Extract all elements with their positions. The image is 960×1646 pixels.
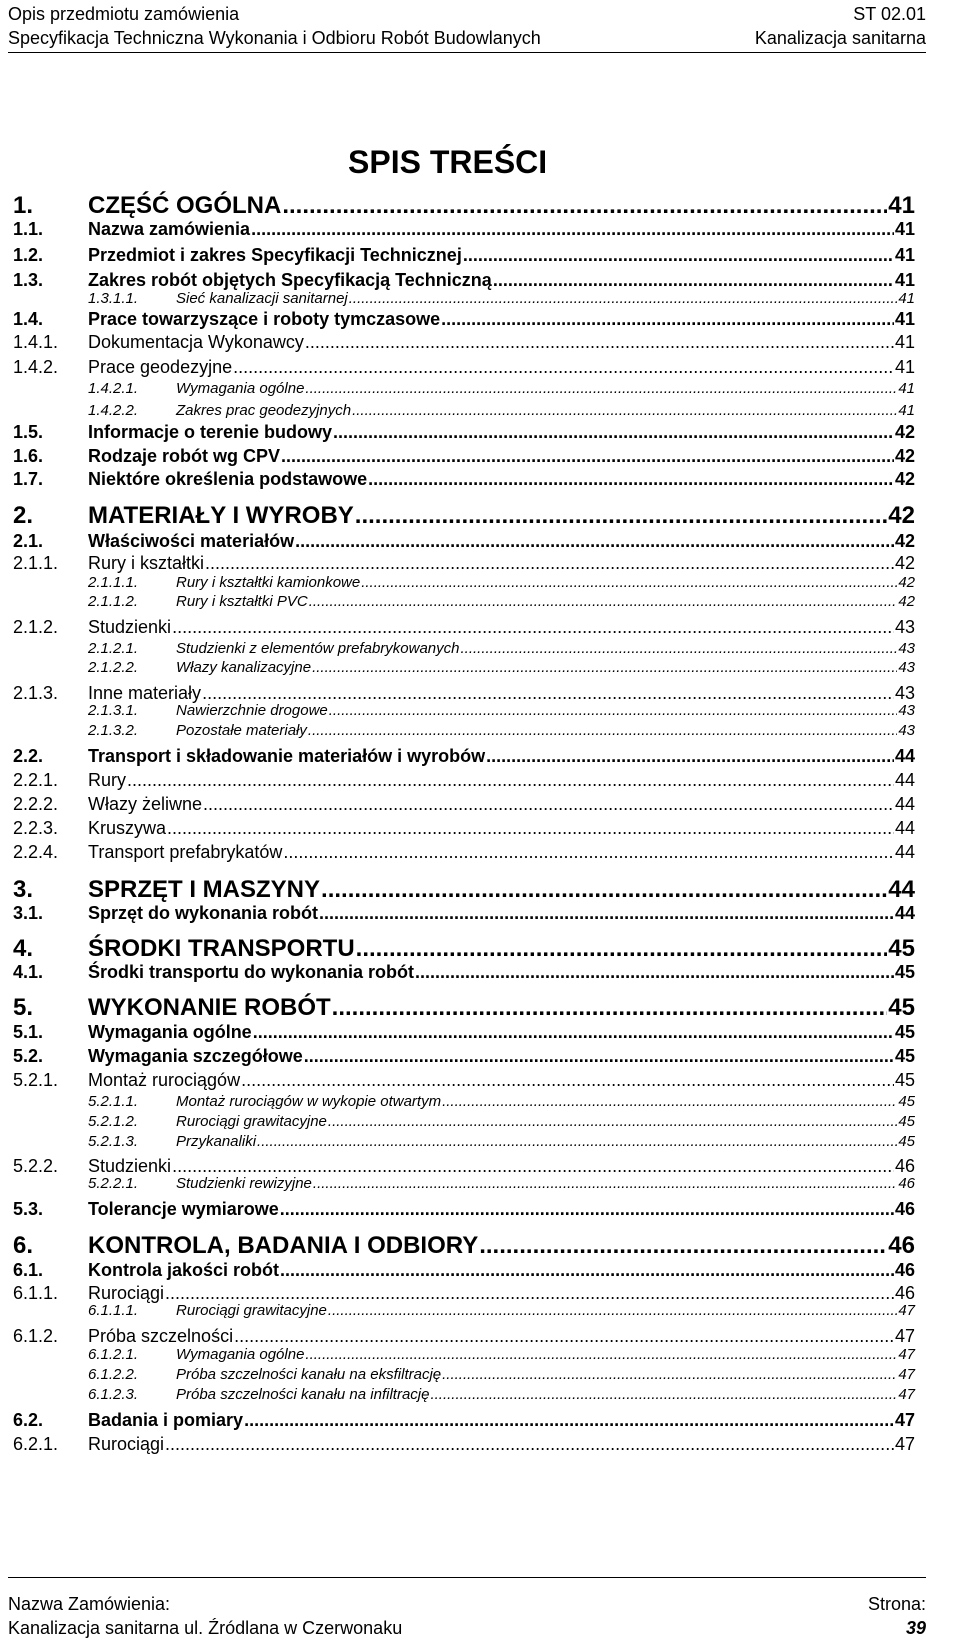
toc-entry-title: SPRZĘT I MASZYNY [88,876,321,903]
toc-entry[interactable] [13,722,915,739]
toc-entry-title: Prace towarzyszące i roboty tymczasowe [88,309,441,329]
toc-entry-number: 2.1.3.2. [88,722,139,739]
toc-entry-title: Dokumentacja Wykonawcy [88,332,304,352]
header-row-2 [8,26,926,50]
toc-entry-title: Niektóre określenia podstawowe [88,469,368,489]
toc-entry-title: Informacje o terenie budowy [88,422,333,442]
toc-dot-leader [202,683,894,704]
toc-dot-leader [312,659,897,676]
toc-dot-leader [368,469,894,490]
toc-entry-number: 1.3. [13,270,44,290]
toc-entry-page: 43 [898,702,915,719]
toc-entry[interactable] [13,1434,915,1455]
toc-entry[interactable] [13,935,915,963]
toc-entry-number: 6.1.2.1. [88,1346,139,1363]
toc-dot-leader [253,1022,894,1043]
toc-entry-title: Próba szczelności kanału na infiltrację [176,1386,430,1403]
toc-entry-number: 2.2.2. [13,794,59,814]
toc-entry[interactable] [13,1113,915,1130]
toc-dot-leader [313,1175,897,1192]
toc-entry-title: Badania i pomiary [88,1410,244,1430]
toc-entry[interactable] [13,1366,915,1383]
toc-entry-page: 41 [898,402,915,419]
toc-entry-number: 5.2.1.2. [88,1113,139,1130]
header-spec-title: Specyfikacja Techniczna Wykonania i Odbioru Robót Budowlanych [8,28,541,48]
toc-entry-title: Kontrola jakości robót [88,1260,280,1280]
toc-entry-page: 42 [894,531,915,551]
toc-dot-leader [305,1346,897,1363]
toc-entry[interactable] [13,1070,915,1091]
toc-entry-page: 42 [888,502,915,529]
toc-entry-number: 2.2.4. [13,842,59,862]
toc-dot-leader [257,1133,897,1150]
toc-entry[interactable] [13,1346,915,1363]
toc-entry-title: Rury [88,770,127,790]
toc-entry-page: 47 [898,1366,915,1383]
toc-entry-number: 2.1.2.1. [88,640,139,657]
page-footer [8,1577,926,1640]
toc-entry-number: 1.3.1.1. [88,290,139,307]
toc-entry-title: Transport prefabrykatów [88,842,283,862]
toc-dot-leader [352,402,897,419]
toc-entry-number: 5.2.1.1. [88,1093,139,1110]
toc-dot-leader [244,1410,894,1431]
toc-dot-leader [333,422,894,443]
toc-dot-leader [430,1386,897,1403]
toc-entry[interactable] [13,876,915,904]
toc-entry[interactable] [13,309,915,330]
toc-entry[interactable] [13,1260,915,1281]
toc-entry-title: Rurociągi [88,1434,165,1454]
toc-entry-page: 41 [894,309,915,329]
toc-entry-number: 1.2. [13,245,44,265]
toc-entry-number: 2. [13,502,34,529]
toc-entry-page: 43 [898,659,915,676]
toc-entry-page: 44 [894,746,915,766]
header-row-1 [8,2,926,26]
toc-entry-page: 46 [888,1232,915,1259]
toc-entry[interactable] [13,1093,915,1110]
toc-entry-number: 4. [13,935,34,962]
toc-dot-leader [281,446,894,467]
toc-entry-title: Montaż rurociągów w wykopie otwartym [176,1093,442,1110]
toc-entry-page: 41 [894,219,915,239]
toc-entry-page: 46 [898,1175,915,1192]
toc-entry-page: 45 [898,1093,915,1110]
toc-entry-number: 1.4.1. [13,332,59,352]
toc-entry-title: Próba szczelności [88,1326,234,1346]
toc-entry-page: 45 [894,1070,915,1090]
toc-entry[interactable] [13,422,915,443]
toc-dot-leader [442,1366,897,1383]
toc-entry-number: 2.1.1.2. [88,593,139,610]
toc-entry-number: 1.4.2. [13,357,59,377]
toc-entry-page: 47 [898,1386,915,1403]
toc-entry[interactable] [13,770,915,791]
toc-entry-title: Studzienki [88,1156,172,1176]
toc-entry-title: Kruszywa [88,818,167,838]
toc-dot-leader [493,270,894,291]
toc-entry[interactable] [13,683,915,704]
toc-entry[interactable] [13,794,915,815]
toc-entry[interactable] [13,994,915,1022]
toc-entry-page: 44 [888,876,915,903]
toc-entry-number: 4.1. [13,962,44,982]
toc-entry-title: Próba szczelności kanału na eksfiltrację [176,1366,442,1383]
toc-entry-page: 41 [894,270,915,290]
toc-entry-page: 45 [888,994,915,1021]
toc-dot-leader [415,962,894,983]
toc-entry-title: Przykanaliki [176,1133,257,1150]
toc-entry[interactable] [13,245,915,266]
toc-entry-title: Rodzaje robót wg CPV [88,446,281,466]
toc-entry-number: 1.7. [13,469,44,489]
toc-entry-number: 2.2.3. [13,818,59,838]
toc-entry-number: 2.1.1. [13,553,59,573]
toc-entry-title: Włazy żeliwne [88,794,203,814]
toc-entry-page: 45 [898,1133,915,1150]
toc-entry[interactable] [13,1199,915,1220]
toc-dot-leader [361,574,897,591]
toc-dot-leader [460,640,897,657]
toc-entry-number: 2.1.3. [13,683,59,703]
toc-entry-number: 3. [13,876,34,903]
toc-entry[interactable] [13,842,915,863]
toc-entry-page: 42 [898,593,915,610]
toc-entry[interactable] [13,1133,915,1150]
toc-entry-page: 46 [894,1283,915,1303]
toc-entry-title: KONTROLA, BADANIA I ODBIORY [88,1232,479,1259]
toc-entry-title: Rury i kształtki kamionkowe [176,574,361,591]
toc-dot-leader [463,245,894,266]
toc-entry-page: 41 [894,357,915,377]
toc-entry-number: 5.2.2.1. [88,1175,139,1192]
toc-entry[interactable] [13,574,915,591]
toc-dot-leader [308,722,897,739]
toc-dot-leader [205,553,894,574]
toc-entry[interactable] [13,1386,915,1403]
toc-entry[interactable] [13,1175,915,1192]
toc-entry-title: Sieć kanalizacji sanitarnej [176,290,348,307]
toc-entry-number: 5.1. [13,1022,44,1042]
toc-entry[interactable] [13,962,915,983]
toc-entry-page: 42 [898,574,915,591]
toc-entry[interactable] [13,1232,915,1260]
toc-entry-number: 1.5. [13,422,44,442]
footer-page-number: 39 [905,1618,926,1638]
toc-entry-number: 6.1.1.1. [88,1302,139,1319]
toc-entry-number: 1.4.2.2. [88,402,139,419]
toc-dot-leader [442,1093,897,1110]
toc-dot-leader [280,1260,894,1281]
toc-entry-title: WYKONANIE ROBÓT [88,994,331,1021]
header-document-type: Opis przedmiotu zamówienia [8,4,240,24]
toc-entry-title: Przedmiot i zakres Specyfikacji Technicznej [88,245,462,265]
toc-dot-leader [441,309,894,330]
toc-entry-page: 41 [894,332,915,352]
toc-entry[interactable] [13,446,915,467]
toc-entry-title: Transport i składowanie materiałów i wyrobów [88,746,486,766]
toc-dot-leader [321,876,887,904]
toc-entry-page: 44 [894,770,915,790]
toc-dot-leader [234,1326,894,1347]
toc-dot-leader [127,770,894,791]
toc-entry[interactable] [13,270,915,291]
toc-entry-title: Sprzęt do wykonania robót [88,903,319,923]
toc-dot-leader [233,357,894,378]
toc-entry[interactable] [13,659,915,676]
toc-entry-title: Studzienki z elementów prefabrykowanych [176,640,460,657]
toc-entry[interactable] [13,219,915,240]
toc-dot-leader [280,1199,894,1220]
toc-entry-title: Wymagania ogólne [176,380,305,397]
toc-entry-page: 47 [894,1326,915,1346]
toc-entry-title: ŚRODKI TRANSPORTU [88,935,355,962]
toc-entry-page: 45 [898,1113,915,1130]
toc-entry-number: 2.2.1. [13,770,59,790]
toc-entry-page: 47 [898,1346,915,1363]
toc-entry-title: Środki transportu do wykonania robót [88,962,415,982]
toc-entry-title: Prace geodezyjne [88,357,233,377]
toc-entry-title: Rurociągi grawitacyjne [176,1302,327,1319]
toc-entry-title: Studzienki rewizyjne [176,1175,312,1192]
toc-dot-leader [203,794,894,815]
toc-dot-leader [328,1302,897,1319]
toc-entry-page: 45 [888,935,915,962]
toc-entry[interactable] [13,531,915,552]
toc-entry-page: 44 [894,794,915,814]
toc-dot-leader [355,502,888,530]
toc-entry-number: 5.2.1. [13,1070,59,1090]
footer-row-1 [8,1592,926,1616]
toc-entry-page: 42 [894,446,915,466]
toc-entry[interactable] [13,640,915,657]
toc-entry-number: 6.1.1. [13,1283,59,1303]
toc-entry-number: 2.1.2. [13,617,59,637]
toc-entry-title: MATERIAŁY I WYROBY [88,502,354,529]
toc-entry-title: Wymagania ogólne [88,1022,252,1042]
toc-entry-number: 2.1.3.1. [88,702,139,719]
toc-dot-leader [305,380,897,397]
toc-entry[interactable] [13,617,915,638]
toc-entry-page: 47 [894,1410,915,1430]
toc-entry[interactable] [13,290,915,307]
toc-entry-number: 1.4.2.1. [88,380,139,397]
toc-entry-title: Rury i kształtki [88,553,205,573]
toc-entry-page: 43 [898,722,915,739]
toc-entry-number: 6. [13,1232,34,1259]
toc-entry-number: 5.2. [13,1046,44,1066]
toc-dot-leader [165,1283,894,1304]
toc-entry-number: 6.1.2. [13,1326,59,1346]
toc-entry[interactable] [13,1410,915,1431]
toc-entry-number: 1.4. [13,309,44,329]
toc-entry[interactable] [13,593,915,610]
toc-entry[interactable] [13,818,915,839]
toc-dot-leader [329,702,898,719]
toc-entry-page: 41 [898,380,915,397]
toc-entry-page: 47 [898,1302,915,1319]
toc-entry-page: 45 [894,1022,915,1042]
toc-entry-page: 47 [894,1434,915,1454]
toc-entry-page: 44 [894,903,915,923]
toc-entry-page: 42 [894,553,915,573]
toc-entry-title: Rurociągi grawitacyjne [176,1113,327,1130]
toc-dot-leader [167,818,894,839]
toc-dot-leader [328,1113,897,1130]
toc-entry-title: Tolerancje wymiarowe [88,1199,279,1219]
toc-entry-number: 2.1.1.1. [88,574,139,591]
toc-dot-leader [305,332,894,353]
toc-entry-title: Rurociągi [88,1283,165,1303]
toc-entry[interactable] [13,1283,915,1304]
toc-entry-page: 41 [894,245,915,265]
toc-dot-leader [251,219,894,240]
footer-order-name: Kanalizacja sanitarna ul. Źródlana w Czerwonaku [8,1618,403,1638]
toc-entry-number: 6.2.1. [13,1434,59,1454]
toc-entry-page: 44 [894,818,915,838]
toc-dot-leader [241,1070,894,1091]
toc-entry-number: 3.1. [13,903,44,923]
toc-dot-leader [304,1046,894,1067]
toc-entry-page: 45 [894,1046,915,1066]
header-divider [8,52,926,53]
toc-entry-number: 6.1.2.3. [88,1386,139,1403]
toc-dot-leader [283,842,894,863]
toc-entry-page: 42 [894,422,915,442]
toc-entry-page: 41 [888,192,915,219]
toc-entry-title: Zakres robót objętych Specyfikacją Techniczną [88,270,492,290]
toc-entry[interactable] [13,357,915,378]
toc-dot-leader [172,617,894,638]
toc-entry[interactable] [13,702,915,719]
toc-entry-title: Pozostałe materiały [176,722,307,739]
toc-entry-page: 43 [894,617,915,637]
toc-entry-number: 5.2.2. [13,1156,59,1176]
toc-entry[interactable] [13,502,915,530]
toc-entry[interactable] [13,332,915,353]
toc-entry-page: 44 [894,842,915,862]
footer-order-label: Nazwa Zamówienia: [8,1594,171,1614]
toc-entry-title: Studzienki [88,617,172,637]
toc-entry[interactable] [13,553,915,574]
toc-entry-number: 2.1. [13,531,44,551]
toc-dot-leader [295,531,894,552]
header-section-name: Kanalizacja sanitarna [754,28,926,48]
toc-entry-title: CZĘŚĆ OGÓLNA [88,192,282,219]
toc-entry-page: 45 [894,962,915,982]
toc-entry[interactable] [13,1046,915,1067]
toc-entry[interactable] [13,1326,915,1347]
toc-dot-leader [165,1434,894,1455]
toc-entry-page: 42 [894,469,915,489]
toc-dot-leader [479,1232,887,1260]
toc-entry-number: 2.1.2.2. [88,659,139,676]
footer-row-2 [8,1616,926,1640]
toc-entry-title: Rury i kształtki PVC [176,593,308,610]
toc-entry-page: 41 [898,290,915,307]
toc-dot-leader [309,593,898,610]
toc-entry[interactable] [13,903,915,924]
toc-entry-title: Montaż rurociągów [88,1070,241,1090]
toc-entry-number: 5. [13,994,34,1021]
toc-entry[interactable] [13,380,915,397]
toc-dot-leader [282,192,887,220]
toc-dot-leader [349,290,898,307]
footer-divider [8,1577,926,1578]
toc-entry-number: 1.6. [13,446,44,466]
toc-entry-title: Włazy kanalizacyjne [176,659,312,676]
toc-dot-leader [172,1156,894,1177]
toc-entry-number: 1.1. [13,219,44,239]
toc-entry-title: Inne materiały [88,683,202,703]
toc-entry[interactable] [13,1156,915,1177]
toc-entry-title: Właściwości materiałów [88,531,295,551]
toc-entry-number: 6.2. [13,1410,44,1430]
toc-entry-title: Wymagania szczegółowe [88,1046,303,1066]
toc-entry[interactable] [13,1302,915,1319]
page-title: SPIS TREŚCI [348,144,548,180]
toc-entry-page: 46 [894,1199,915,1219]
toc-entry-number: 6.1.2.2. [88,1366,139,1383]
toc-entry-page: 46 [894,1156,915,1176]
toc-entry[interactable] [13,746,915,767]
page-header [8,2,926,54]
footer-page-label: Strona: [867,1594,926,1614]
toc-entry-number: 6.1. [13,1260,44,1280]
toc-entry[interactable] [13,402,915,419]
toc-entry-title: Nawierzchnie drogowe [176,702,328,719]
toc-dot-leader [319,903,894,924]
toc-entry-title: Nazwa zamówienia [88,219,251,239]
toc-dot-leader [332,994,888,1022]
header-spec-code: ST 02.01 [853,4,926,24]
toc-entry-title: Zakres prac geodezyjnych [176,402,352,419]
toc-entry-number: 5.2.1.3. [88,1133,139,1150]
toc-entry-number: 2.2. [13,746,44,766]
toc-dot-leader [356,935,888,963]
toc-entry-number: 5.3. [13,1199,44,1219]
toc-entry-page: 46 [894,1260,915,1280]
toc-entry-page: 43 [894,683,915,703]
toc-entry[interactable] [13,469,915,490]
toc-entry-page: 43 [898,640,915,657]
toc-dot-leader [486,746,894,767]
toc-entry[interactable] [13,192,915,220]
toc-entry-title: Wymagania ogólne [176,1346,305,1363]
toc-entry-number: 1. [13,192,34,219]
toc-entry[interactable] [13,1022,915,1043]
